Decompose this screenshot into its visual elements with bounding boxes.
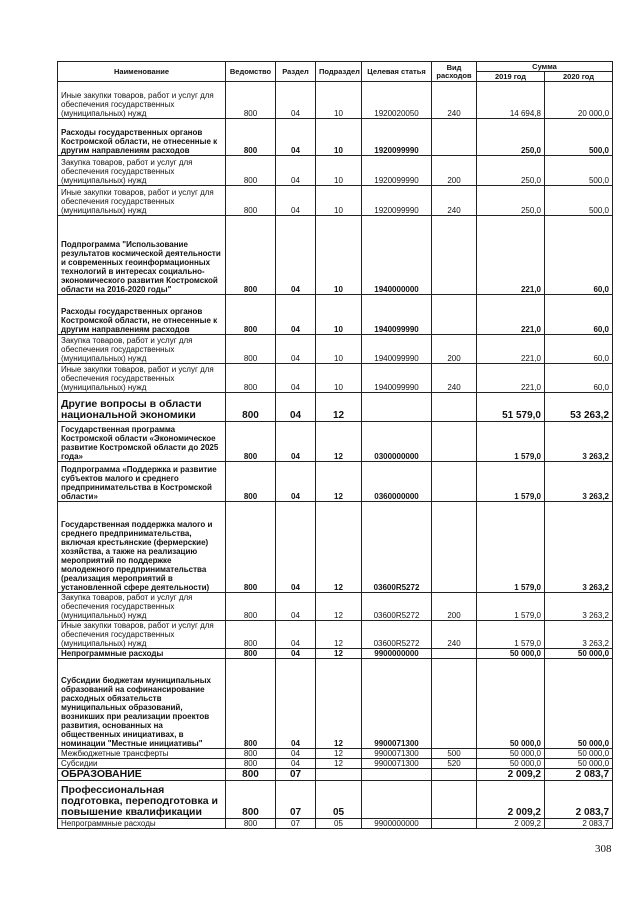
row-section: 04 [276, 295, 316, 335]
table-row [58, 156, 613, 186]
row-dept: 800 [226, 156, 276, 186]
row-2019: 2 009,2 [477, 769, 545, 781]
row-2020: 50 000,0 [545, 759, 613, 769]
row-dept: 800 [226, 781, 276, 819]
row-section: 04 [276, 364, 316, 393]
row-2020: 50 000,0 [545, 649, 613, 659]
row-name: Подпрограмма "Использование результатов космической деятельности и современных геоинформационных технологий в интересах социально-экономического развития Костромской области на 2016-2020 годы" [58, 216, 226, 295]
row-subsection: 05 [316, 819, 362, 829]
row-section: 04 [276, 659, 316, 749]
table-row [58, 335, 613, 364]
row-type: 200 [432, 156, 477, 186]
row-2020: 2 083,7 [545, 781, 613, 819]
row-2019: 50 000,0 [477, 749, 545, 759]
row-2019: 1 579,0 [477, 502, 545, 593]
row-section: 04 [276, 393, 316, 422]
row-dept: 800 [226, 216, 276, 295]
row-type [432, 502, 477, 593]
row-type [432, 819, 477, 829]
header-section: Раздел [276, 62, 316, 82]
row-name: Иные закупки товаров, работ и услуг для обеспечения государственных (муниципальных) нужд [58, 621, 226, 649]
row-2020: 3 263,2 [545, 502, 613, 593]
row-name: Государственная программа Костромской области «Экономическое развитие Костромской области до 2025 года» [58, 422, 226, 462]
row-2020: 60,0 [545, 335, 613, 364]
row-2019: 50 000,0 [477, 759, 545, 769]
row-2019: 221,0 [477, 216, 545, 295]
row-target: 1920099990 [362, 156, 432, 186]
row-type: 240 [432, 82, 477, 119]
row-dept: 800 [226, 364, 276, 393]
row-2019: 250,0 [477, 156, 545, 186]
table-row [58, 621, 613, 649]
row-section: 04 [276, 82, 316, 119]
row-2020: 60,0 [545, 295, 613, 335]
row-section: 04 [276, 462, 316, 502]
row-type: 240 [432, 364, 477, 393]
row-target: 1940000000 [362, 216, 432, 295]
row-target: 9900000000 [362, 649, 432, 659]
row-subsection: 10 [316, 156, 362, 186]
row-section: 04 [276, 422, 316, 462]
row-dept: 800 [226, 621, 276, 649]
row-dept: 800 [226, 119, 276, 156]
header-sum: Сумма [477, 62, 613, 72]
row-2020: 3 263,2 [545, 593, 613, 621]
row-subsection: 12 [316, 749, 362, 759]
table-row [58, 393, 613, 422]
row-type: 200 [432, 593, 477, 621]
row-section: 04 [276, 156, 316, 186]
table-row [58, 759, 613, 769]
row-subsection [316, 769, 362, 781]
table-row [58, 462, 613, 502]
row-section: 04 [276, 749, 316, 759]
row-name: Другие вопросы в области национальной экономики [58, 393, 226, 422]
row-name: ОБРАЗОВАНИЕ [58, 769, 226, 781]
row-name: Иные закупки товаров, работ и услуг для обеспечения государственных (муниципальных) нужд [58, 186, 226, 216]
row-2019: 2 009,2 [477, 781, 545, 819]
row-dept: 800 [226, 659, 276, 749]
row-2019: 51 579,0 [477, 393, 545, 422]
table-row [58, 819, 613, 829]
row-subsection: 12 [316, 462, 362, 502]
row-target: 1920099990 [362, 186, 432, 216]
row-subsection: 10 [316, 295, 362, 335]
header-subsection: Подраздел [316, 62, 362, 82]
row-type [432, 119, 477, 156]
row-subsection: 05 [316, 781, 362, 819]
row-name: Межбюджетные трансферты [58, 749, 226, 759]
row-2019: 2 009,2 [477, 819, 545, 829]
row-name: Закупка товаров, работ и услуг для обеспечения государственных (муниципальных) нужд [58, 335, 226, 364]
row-2020: 53 263,2 [545, 393, 613, 422]
header-type: Вид расходов [432, 62, 477, 82]
row-dept: 800 [226, 593, 276, 621]
row-subsection: 12 [316, 659, 362, 749]
row-section: 04 [276, 119, 316, 156]
row-subsection: 12 [316, 422, 362, 462]
table-row [58, 216, 613, 295]
row-name: Государственная поддержка малого и среднего предпринимательства, включая крестьянские (фермерские) хозяйства, а также на реализацию мероприятий по поддержке молодежного предпринимательства (реализация мероприятий в установленной сфере деятельности) [58, 502, 226, 593]
row-name: Субсидии [58, 759, 226, 769]
row-section: 07 [276, 819, 316, 829]
row-2020: 2 083,7 [545, 819, 613, 829]
row-subsection: 10 [316, 82, 362, 119]
table-row [58, 769, 613, 781]
row-type [432, 769, 477, 781]
row-2019: 14 694,8 [477, 82, 545, 119]
row-subsection: 12 [316, 759, 362, 769]
row-subsection: 10 [316, 216, 362, 295]
table-row [58, 749, 613, 759]
row-target: 0300000000 [362, 422, 432, 462]
row-dept: 800 [226, 393, 276, 422]
row-2019: 250,0 [477, 119, 545, 156]
row-name: Субсидии бюджетам муниципальных образований на софинансирование расходных обязательств муниципальных образований, возникших при реализации проектов развития, основанных на общественных инициативах, в номинации "Местные инициативы" [58, 659, 226, 749]
row-dept: 800 [226, 462, 276, 502]
row-name: Закупка товаров, работ и услуг для обеспечения государственных (муниципальных) нужд [58, 593, 226, 621]
header-name: Наименование [58, 62, 226, 82]
row-type [432, 422, 477, 462]
row-type [432, 295, 477, 335]
row-target: 1940099990 [362, 295, 432, 335]
row-target: 0360000000 [362, 462, 432, 502]
row-2020: 60,0 [545, 216, 613, 295]
row-subsection: 12 [316, 593, 362, 621]
row-name: Непрограммные расходы [58, 649, 226, 659]
row-2019: 50 000,0 [477, 659, 545, 749]
row-2019: 221,0 [477, 295, 545, 335]
row-dept: 800 [226, 819, 276, 829]
row-dept: 800 [226, 186, 276, 216]
row-target [362, 769, 432, 781]
table-row [58, 502, 613, 593]
row-target: 9900071300 [362, 759, 432, 769]
row-dept: 800 [226, 82, 276, 119]
row-2019: 221,0 [477, 335, 545, 364]
row-name: Закупка товаров, работ и услуг для обеспечения государственных (муниципальных) нужд [58, 156, 226, 186]
row-section: 04 [276, 186, 316, 216]
row-type: 240 [432, 621, 477, 649]
row-dept: 800 [226, 769, 276, 781]
row-2019: 1 579,0 [477, 422, 545, 462]
row-name: Расходы государственных органов Костромской области, не отнесенные к другим направлениям расходов [58, 119, 226, 156]
row-type [432, 781, 477, 819]
table-row [58, 781, 613, 819]
row-target: 1940099990 [362, 364, 432, 393]
row-name: Непрограммные расходы [58, 819, 226, 829]
row-target [362, 781, 432, 819]
row-2019: 250,0 [477, 186, 545, 216]
row-subsection: 10 [316, 335, 362, 364]
row-2019: 1 579,0 [477, 621, 545, 649]
header-dept: Ведомство [226, 62, 276, 82]
row-type [432, 462, 477, 502]
row-dept: 800 [226, 649, 276, 659]
row-subsection: 12 [316, 393, 362, 422]
row-2019: 50 000,0 [477, 649, 545, 659]
row-dept: 800 [226, 295, 276, 335]
row-section: 04 [276, 216, 316, 295]
row-2020: 500,0 [545, 156, 613, 186]
row-section: 04 [276, 502, 316, 593]
table-row [58, 649, 613, 659]
table-row [58, 364, 613, 393]
table-row [58, 82, 613, 119]
row-dept: 800 [226, 759, 276, 769]
row-subsection: 10 [316, 119, 362, 156]
row-type: 500 [432, 749, 477, 759]
row-target: 1920020050 [362, 82, 432, 119]
row-target: 9900000000 [362, 819, 432, 829]
row-target [362, 393, 432, 422]
header-year-2019: 2019 год [477, 72, 545, 82]
row-target: 1920099990 [362, 119, 432, 156]
row-section: 07 [276, 781, 316, 819]
row-type [432, 659, 477, 749]
row-name: Подпрограмма «Поддержка и развитие субъектов малого и среднего предпринимательства в Костромской области» [58, 462, 226, 502]
row-target: 03600R5272 [362, 621, 432, 649]
row-type [432, 216, 477, 295]
row-subsection: 12 [316, 502, 362, 593]
row-section: 04 [276, 621, 316, 649]
row-2020: 3 263,2 [545, 462, 613, 502]
row-2020: 60,0 [545, 364, 613, 393]
row-type [432, 393, 477, 422]
row-2020: 20 000,0 [545, 82, 613, 119]
row-type: 200 [432, 335, 477, 364]
row-target: 03600R5272 [362, 502, 432, 593]
row-subsection: 12 [316, 621, 362, 649]
page-number: 308 [595, 843, 612, 855]
row-dept: 800 [226, 502, 276, 593]
row-target: 9900071300 [362, 659, 432, 749]
row-2019: 221,0 [477, 364, 545, 393]
row-target: 03600R5272 [362, 593, 432, 621]
row-name: Профессиональная подготовка, переподготовка и повышение квалификации [58, 781, 226, 819]
row-name: Иные закупки товаров, работ и услуг для обеспечения государственных (муниципальных) нужд [58, 364, 226, 393]
row-dept: 800 [226, 749, 276, 759]
row-2020: 500,0 [545, 119, 613, 156]
row-2020: 3 263,2 [545, 422, 613, 462]
row-2019: 1 579,0 [477, 462, 545, 502]
row-subsection: 10 [316, 364, 362, 393]
row-2019: 1 579,0 [477, 593, 545, 621]
header-year-2020: 2020 год [545, 72, 613, 82]
row-dept: 800 [226, 422, 276, 462]
row-section: 04 [276, 335, 316, 364]
table-row [58, 295, 613, 335]
row-name: Иные закупки товаров, работ и услуг для обеспечения государственных (муниципальных) нужд [58, 82, 226, 119]
row-target: 9900071300 [362, 749, 432, 759]
table-row [58, 593, 613, 621]
row-section: 04 [276, 759, 316, 769]
row-2020: 3 263,2 [545, 621, 613, 649]
table-row [58, 659, 613, 749]
table-row [58, 422, 613, 462]
row-dept: 800 [226, 335, 276, 364]
row-2020: 2 083,7 [545, 769, 613, 781]
row-section: 04 [276, 649, 316, 659]
row-2020: 50 000,0 [545, 749, 613, 759]
row-type: 520 [432, 759, 477, 769]
row-subsection: 12 [316, 649, 362, 659]
row-section: 07 [276, 769, 316, 781]
row-2020: 50 000,0 [545, 659, 613, 749]
row-2020: 500,0 [545, 186, 613, 216]
row-name: Расходы государственных органов Костромской области, не отнесенные к другим направлениям расходов [58, 295, 226, 335]
budget-table [57, 61, 613, 829]
table-row [58, 119, 613, 156]
row-type: 240 [432, 186, 477, 216]
header-target: Целевая статья [362, 62, 432, 82]
row-target: 1940099990 [362, 335, 432, 364]
row-type [432, 649, 477, 659]
row-section: 04 [276, 593, 316, 621]
row-subsection: 10 [316, 186, 362, 216]
table-row [58, 186, 613, 216]
